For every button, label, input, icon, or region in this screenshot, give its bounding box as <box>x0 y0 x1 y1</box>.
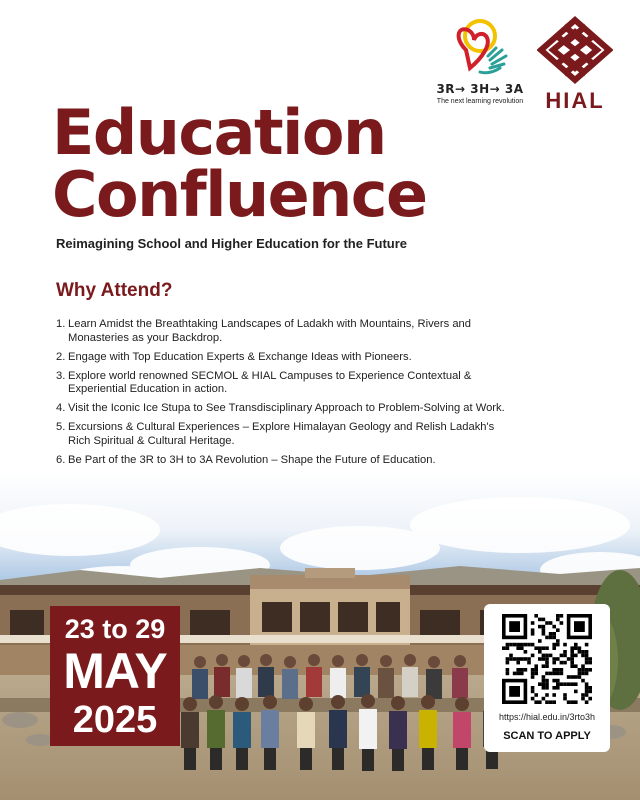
title-line-2: Confluence <box>52 158 427 231</box>
list-item-text: Visit the Iconic Ice Stupa to See Transdisciplinary Approach to Problem-Solving at Work. <box>68 402 505 414</box>
date-month: MAY <box>63 643 167 699</box>
hial-wordmark: HIAL <box>545 88 605 113</box>
title-line-1: Education <box>52 96 386 169</box>
list-item-number: 4. <box>56 402 66 414</box>
list-item <box>56 318 516 345</box>
list-item-number: 3. <box>56 369 66 382</box>
list-item <box>56 402 516 416</box>
list-item <box>56 454 516 468</box>
three-r-tagline: The next learning revolution <box>436 98 524 105</box>
qr-code-icon[interactable] <box>502 614 592 704</box>
hial-logo <box>530 16 620 111</box>
list-item <box>56 421 516 448</box>
why-attend-heading: Why Attend? <box>56 280 173 301</box>
list-item-number: 5. <box>56 421 66 433</box>
scan-to-apply-label: SCAN TO APPLY <box>503 730 591 742</box>
list-item-text: Explore world renowned SECMOL & HIAL Campuses to Experience Contextual & Experiential Education in action. <box>68 369 472 395</box>
list-item <box>56 351 516 365</box>
event-dates-box <box>50 606 180 746</box>
list-item-text: Excursions & Cultural Experiences – Explore Himalayan Geology and Relish Ladakh's Rich Spiritual & Cultural Heritage. <box>68 421 495 447</box>
endless-knot-icon <box>537 16 613 84</box>
date-year: 2025 <box>72 699 158 741</box>
three-r-logo <box>430 16 530 111</box>
date-range: 23 to 29 <box>64 614 166 644</box>
list-item-text: Learn Amidst the Breathtaking Landscapes of Ladakh with Mountains, Rivers and Monasteries as your Backdrop. <box>68 318 471 344</box>
subtitle: Reimagining School and Higher Education for the Future <box>56 236 408 251</box>
qr-code-box[interactable] <box>484 604 610 752</box>
page-title <box>52 96 427 231</box>
list-item-number: 2. <box>56 350 66 363</box>
list-item-number: 1. <box>56 318 66 330</box>
three-r-mark: 3R→ 3H→ 3A <box>436 82 524 96</box>
list-item-number: 6. <box>56 453 66 466</box>
list-item <box>56 370 516 397</box>
heart-hand-logo-icon <box>444 16 516 80</box>
list-item-text: Be Part of the 3R to 3H to 3A Revolution – Shape the Future of Education. <box>68 453 436 466</box>
apply-url[interactable]: https://hial.edu.in/3rto3h <box>498 712 596 722</box>
list-item-text: Engage with Top Education Experts & Exchange Ideas with Pioneers. <box>68 350 412 363</box>
reasons-list <box>56 318 516 473</box>
